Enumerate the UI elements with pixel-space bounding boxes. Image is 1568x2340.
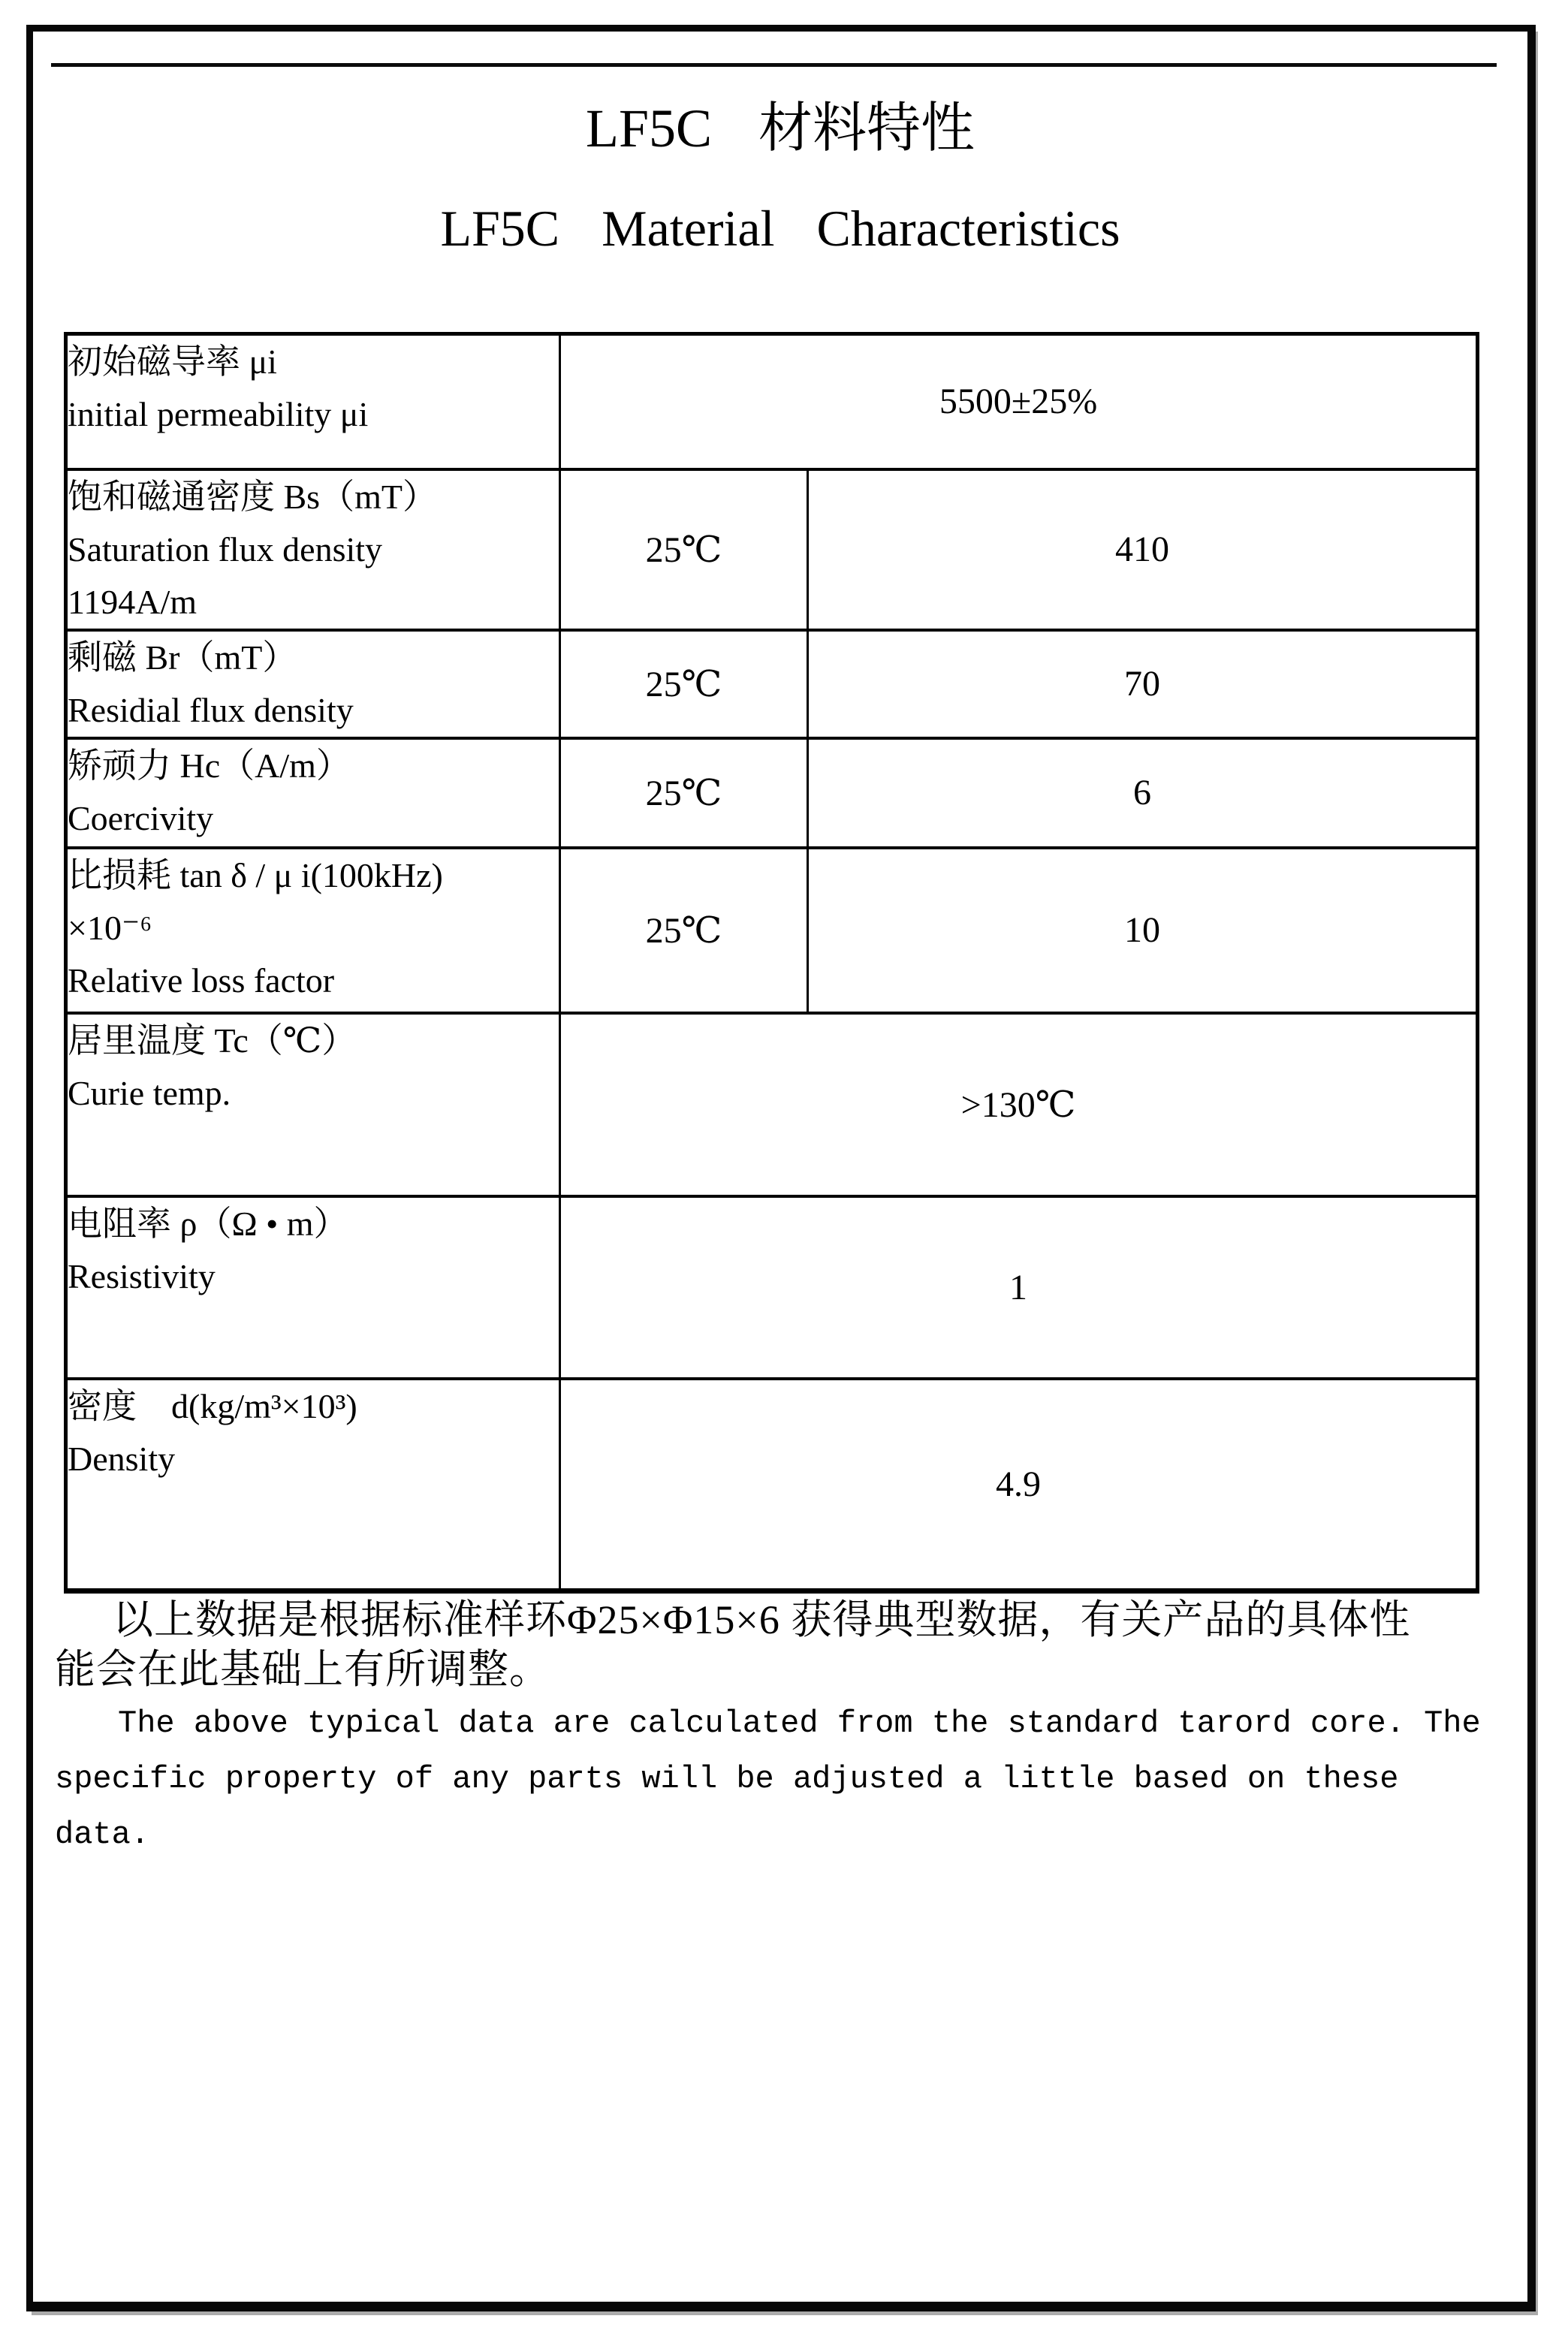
row-label-cn: 电阻率 ρ（Ω • m）: [68, 1204, 348, 1243]
table-row-resistivity: [66, 1196, 1478, 1379]
row-label-extra: 1194A/m: [68, 582, 198, 621]
row-label-cell: [66, 1379, 560, 1591]
title-model-code: LF5C: [585, 98, 713, 158]
note-english-line2: specific property of any parts will be adjusted a little based on these: [55, 1761, 1399, 1797]
row-test-condition: 25℃: [560, 738, 808, 848]
row-label-cn: 初始磁导率 μi: [68, 342, 277, 381]
row-label-cn: 剩磁 Br（mT）: [68, 638, 297, 677]
table-row-residual-flux-density: [66, 630, 1478, 738]
row-value: 5500±25%: [560, 334, 1478, 469]
row-label-cn: 饱和磁通密度 Bs（mT）: [68, 477, 437, 516]
row-label-cn: 居里温度 Tc（℃）: [68, 1021, 357, 1060]
row-test-condition: 25℃: [560, 630, 808, 738]
row-label-cn: 密度 d(kg/m³×10³): [68, 1386, 357, 1425]
table-row-initial-permeability: [66, 334, 1478, 469]
note-english-line1: The above typical data are calculated from the standard tarord core. The: [118, 1705, 1481, 1741]
row-value: 1: [560, 1196, 1478, 1379]
row-label-cn: 比损耗 tan δ / μ i(100kHz): [68, 855, 443, 894]
title-english: [33, 198, 1527, 260]
row-value: 70: [808, 630, 1478, 738]
row-label-en: Density: [68, 1439, 176, 1478]
table-row-relative-loss-factor: [66, 848, 1478, 1013]
row-value: >130℃: [560, 1013, 1478, 1196]
row-label-en: Saturation flux density: [68, 529, 383, 568]
title-english-word2: Characteristics: [816, 200, 1120, 257]
row-test-condition: 25℃: [560, 848, 808, 1013]
row-label-en: Residial flux density: [68, 690, 354, 729]
row-label-cell: [66, 469, 560, 630]
note-english: [55, 1696, 1518, 1862]
row-value: 410: [808, 469, 1478, 630]
title-chinese-text: 材料特性: [758, 98, 975, 158]
row-test-condition: 25℃: [560, 469, 808, 630]
row-label-en: Relative loss factor: [68, 960, 335, 1000]
title-model-code-en: LF5C: [440, 200, 560, 257]
row-value: 4.9: [560, 1379, 1478, 1591]
header-rule: [51, 63, 1497, 67]
note-chinese-line1: 以上数据是根据标准样环Φ25×Φ15×6 获得典型数据，有关产品的具体性: [113, 1597, 1411, 1642]
note-english-line3: data.: [55, 1817, 150, 1853]
row-label-en: Coercivity: [68, 798, 214, 837]
row-label-cell: [66, 738, 560, 848]
title-english-word1: Material: [602, 200, 775, 257]
material-characteristics-table: [64, 332, 1479, 1594]
table-row-saturation-flux-density: [66, 469, 1478, 630]
row-label-cell: [66, 334, 560, 469]
row-value: 6: [808, 738, 1478, 848]
row-label-cn: 矫顽力 Hc（A/m）: [68, 746, 351, 785]
row-label-cell: [66, 1013, 560, 1196]
row-label-cell: [66, 630, 560, 738]
note-chinese-line2: 能会在此基础上有所调整。: [55, 1647, 550, 1692]
table-row-density: [66, 1379, 1478, 1591]
row-label-cell: [66, 848, 560, 1013]
row-label-cell: [66, 1196, 560, 1379]
row-label-en: Curie temp.: [68, 1073, 231, 1112]
row-value: 10: [808, 848, 1478, 1013]
row-label-en: initial permeability μi: [68, 395, 369, 433]
note-chinese: [55, 1595, 1518, 1694]
row-label-extra: ×10⁻⁶: [68, 908, 152, 947]
row-label-en: Resistivity: [68, 1256, 216, 1295]
title-chinese: [33, 96, 1527, 161]
table-row-coercivity: [66, 738, 1478, 848]
page-border-frame: [26, 25, 1536, 2311]
table-row-curie-temperature: [66, 1013, 1478, 1196]
